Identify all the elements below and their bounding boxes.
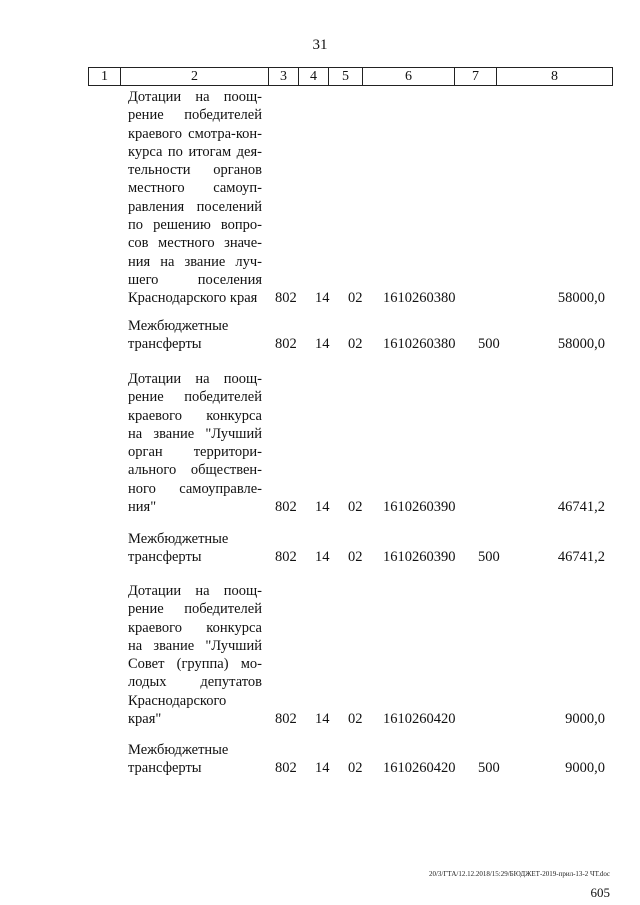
ministry-code: 802 [275, 549, 297, 566]
page-number: 31 [312, 37, 328, 53]
footer-page-number: 605 [590, 885, 610, 900]
expense-type-code: 500 [478, 549, 500, 566]
description-line: на звание "Лучший [128, 637, 262, 654]
description-line: лодых депутатов [128, 674, 262, 691]
ministry-code: 802 [275, 760, 297, 777]
description-line: Межбюджетные [128, 742, 229, 758]
section-code: 14 [315, 336, 330, 353]
header-col-7: 7 [455, 68, 497, 86]
header-col-5: 5 [329, 68, 363, 86]
subsection-code: 02 [348, 711, 363, 728]
amount: 9000,0 [565, 711, 605, 728]
target-article-code: 1610260420 [383, 711, 456, 728]
description-line: Совет (группа) мо- [128, 656, 262, 673]
header-col-4: 4 [299, 68, 329, 86]
expense-type-code: 500 [478, 760, 500, 777]
section-code: 14 [315, 549, 330, 566]
description-line: Краснодарского края [128, 290, 258, 307]
ministry-code: 802 [275, 499, 297, 516]
description-line: рение победителей [128, 601, 262, 618]
description-line: сов местного значе- [128, 235, 262, 252]
header-col-2: 2 [121, 68, 269, 86]
description-line: курса по итогам дея- [128, 143, 262, 160]
amount: 58000,0 [557, 336, 605, 353]
description-line: местного самоуп- [128, 180, 262, 197]
ministry-code: 802 [275, 336, 297, 353]
description-line: края" [128, 711, 162, 728]
section-code: 14 [315, 499, 330, 516]
header-col-6: 6 [363, 68, 455, 86]
description-line: по решению вопро- [128, 217, 262, 234]
amount: 58000,0 [557, 290, 605, 307]
description-line: ного самоуправле- [128, 480, 262, 497]
description-line: краевого конкурса [128, 619, 262, 636]
description-line: Межбюджетные [128, 318, 229, 334]
row-description [128, 370, 262, 516]
row-description [128, 741, 262, 778]
description-line: орган территори- [128, 444, 262, 461]
column-number-header [88, 67, 613, 86]
description-line: краевого смотра-кон- [128, 125, 262, 142]
row-description [128, 582, 262, 728]
section-code: 14 [315, 711, 330, 728]
description-line: Межбюджетные [128, 531, 229, 547]
description-line: Краснодарского [128, 692, 227, 709]
header-col-3: 3 [269, 68, 299, 86]
target-article-code: 1610260390 [383, 549, 456, 566]
description-line: рение победителей [128, 389, 262, 406]
ministry-code: 802 [275, 290, 297, 307]
description-line: Дотации на поощ- [128, 371, 262, 387]
subsection-code: 02 [348, 549, 363, 566]
amount: 9000,0 [565, 760, 605, 777]
amount: 46741,2 [557, 549, 605, 566]
ministry-code: 802 [275, 711, 297, 728]
target-article-code: 1610260380 [383, 290, 456, 307]
description-line: равления поселений [128, 198, 262, 215]
subsection-code: 02 [348, 499, 363, 516]
header-col-1: 1 [89, 68, 121, 86]
description-line: Дотации на поощ- [128, 89, 262, 105]
row-description [128, 317, 262, 354]
subsection-code: 02 [348, 760, 363, 777]
row-description [128, 530, 262, 567]
description-line: шего поселения [128, 271, 262, 288]
description-line: трансферты [128, 760, 202, 777]
subsection-code: 02 [348, 290, 363, 307]
description-line: ния" [128, 499, 157, 516]
section-code: 14 [315, 290, 330, 307]
description-line: краевого конкурса [128, 407, 262, 424]
description-line: ального обществен- [128, 462, 262, 479]
subsection-code: 02 [348, 336, 363, 353]
description-line: Дотации на поощ- [128, 583, 262, 599]
description-line: трансферты [128, 336, 202, 353]
target-article-code: 1610260420 [383, 760, 456, 777]
description-line: ния на звание луч- [128, 253, 262, 270]
section-code: 14 [315, 760, 330, 777]
header-col-8: 8 [497, 68, 613, 86]
target-article-code: 1610260380 [383, 336, 456, 353]
expense-type-code: 500 [478, 336, 500, 353]
amount: 46741,2 [557, 499, 605, 516]
description-line: трансферты [128, 549, 202, 566]
row-description [128, 88, 262, 308]
document-reference: 20/3/ГТА/12.12.2018/15:29/БЮДЖЕТ-2019-прил-13-2 ЧТ.doc [428, 870, 610, 878]
description-line: на звание "Лучший [128, 425, 262, 442]
target-article-code: 1610260390 [383, 499, 456, 516]
description-line: рение победителей [128, 107, 262, 124]
description-line: тельности органов [128, 162, 262, 179]
